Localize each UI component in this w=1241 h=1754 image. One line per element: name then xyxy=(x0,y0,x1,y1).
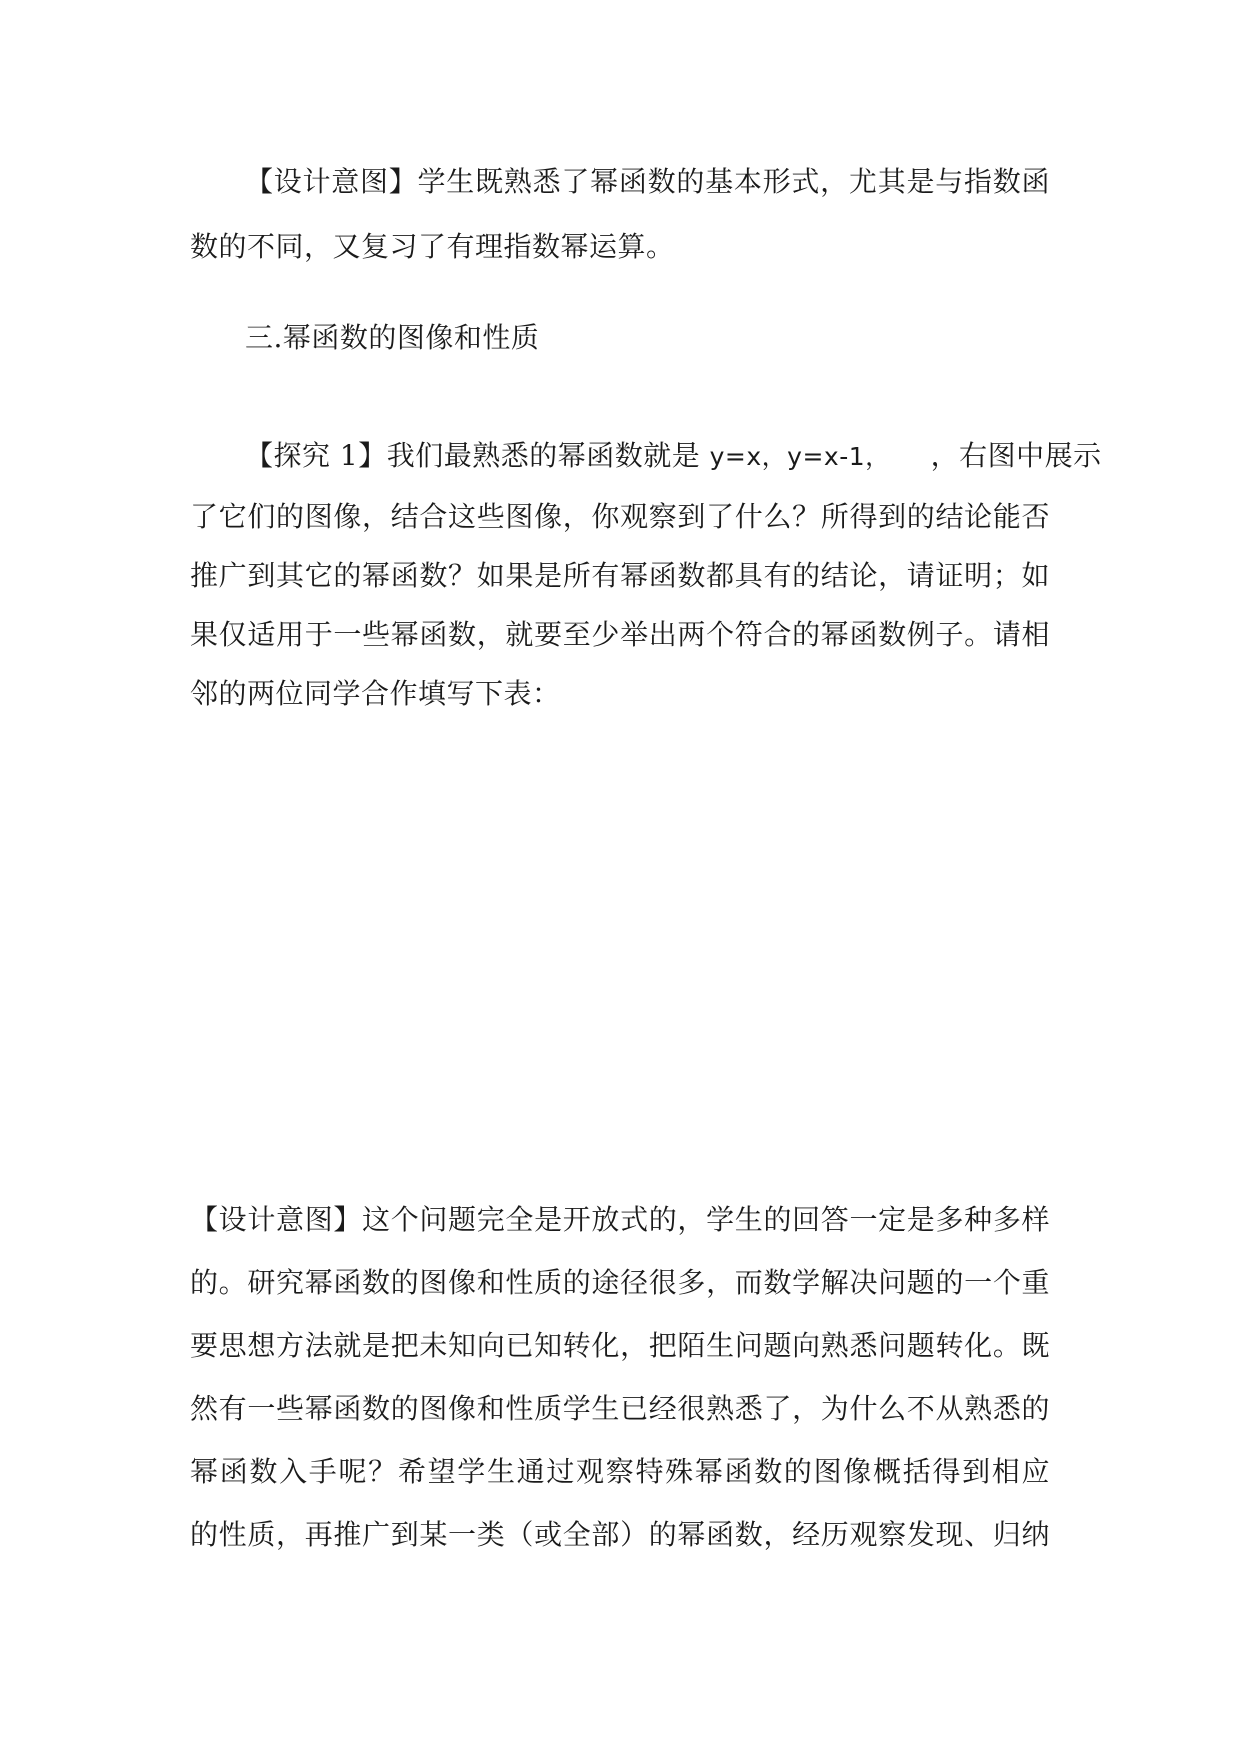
design-intent-1-line-1: 【设计意图】学生既熟悉了幂函数的基本形式，尤其是与指数函 xyxy=(245,165,1050,198)
explore-1-prefix: 【探究 1】我们最熟悉的幂函数就是 xyxy=(245,439,710,472)
explore-1-line-1 xyxy=(245,436,1102,477)
design-intent-1-line-2: 数的不同，又复习了有理指数幂运算。 xyxy=(190,230,675,263)
design-intent-2-line-5: 幂函数入手呢？希望学生通过观察特殊幂函数的图像概括得到相应 xyxy=(190,1455,1050,1488)
explore-1-line-5: 邻的两位同学合作填写下表： xyxy=(190,677,561,710)
explore-1-line-2: 了它们的图像，结合这些图像，你观察到了什么？所得到的结论能否 xyxy=(190,500,1050,533)
design-intent-2-line-4: 然有一些幂函数的图像和性质学生已经很熟悉了，为什么不从熟悉的 xyxy=(190,1392,1050,1425)
design-intent-2-line-1: 【设计意图】这个问题完全是开放式的，学生的回答一定是多种多样 xyxy=(190,1203,1050,1236)
explore-1-line-4: 果仅适用于一些幂函数，就要至少举出两个符合的幂函数例子。请相 xyxy=(190,618,1050,651)
explore-1-suffix: ，右图中展示 xyxy=(930,439,1102,472)
explore-1-formula: y=x，y=x-1， xyxy=(709,442,891,471)
design-intent-2-line-3: 要思想方法就是把未知向已知转化，把陌生问题向熟悉问题转化。既 xyxy=(190,1329,1050,1362)
section-heading-3: 三.幂函数的图像和性质 xyxy=(245,321,540,354)
explore-1-line-3: 推广到其它的幂函数？如果是所有幂函数都具有的结论，请证明；如 xyxy=(190,559,1050,592)
design-intent-2-line-6: 的性质，再推广到某一类（或全部）的幂函数，经历观察发现、归纳 xyxy=(190,1518,1050,1551)
design-intent-2-line-2: 的。研究幂函数的图像和性质的途径很多，而数学解决问题的一个重 xyxy=(190,1266,1050,1299)
